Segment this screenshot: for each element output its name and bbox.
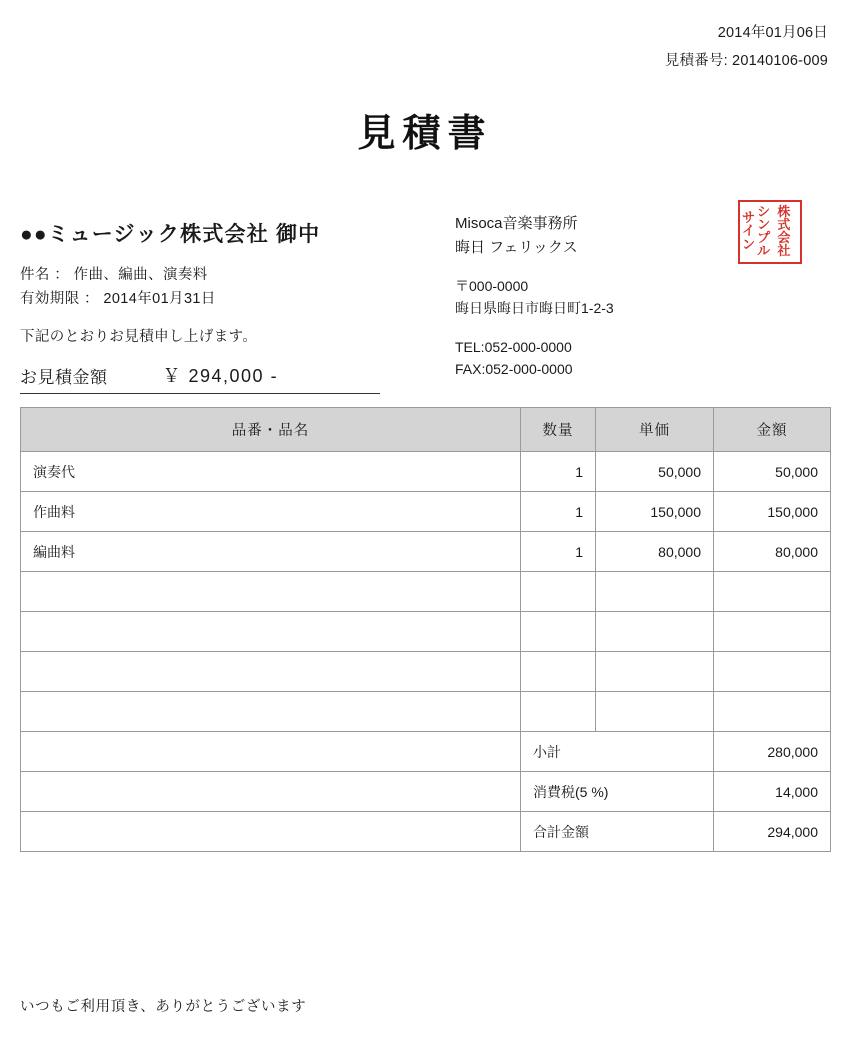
cell-total-value: 294,000 (714, 812, 831, 852)
issuer-fax: FAX:052-000-0000 (455, 361, 573, 378)
header-quantity: 数量 (521, 408, 596, 452)
cell-total-value: 14,000 (714, 772, 831, 812)
header-item-name: 品番・品名 (21, 408, 521, 452)
issuer-person: 晦日 フェリックス (455, 239, 578, 256)
total-amount-row (20, 362, 380, 394)
cell-unit-price: 50,000 (596, 452, 714, 492)
table-row (21, 652, 831, 692)
cell-amount (714, 572, 831, 612)
items-table-body (21, 452, 831, 852)
quote-subject: 件名 ： 作曲、編曲、演奏料 (20, 267, 208, 283)
cell-item-name: 作曲料 (21, 492, 521, 532)
issuer-company: Misoca音楽事務所 (455, 215, 578, 232)
cell-unit-price: 150,000 (596, 492, 714, 532)
cell-unit-price (596, 612, 714, 652)
cell-unit-price (596, 572, 714, 612)
table-row (21, 532, 831, 572)
cell-item-name (21, 612, 521, 652)
seal-column-2: シンプル (757, 204, 771, 260)
cell-item-name (21, 772, 521, 812)
cell-total-value: 280,000 (714, 732, 831, 772)
cell-unit-price (596, 692, 714, 732)
table-row (21, 812, 831, 852)
cell-item-name: 編曲料 (21, 532, 521, 572)
cell-item-name (21, 812, 521, 852)
cell-total-label: 消費税(5 %) (521, 772, 714, 812)
table-row (21, 492, 831, 532)
header-amount: 金額 (714, 408, 831, 452)
header-unit-price: 単価 (596, 408, 714, 452)
company-seal-stamp (738, 200, 802, 264)
cell-amount (714, 692, 831, 732)
intro-text: 下記のとおりお見積申し上げます。 (20, 329, 258, 345)
cell-item-name (21, 692, 521, 732)
cell-amount: 150,000 (714, 492, 831, 532)
table-row (21, 572, 831, 612)
table-row (21, 612, 831, 652)
cell-unit-price: 80,000 (596, 532, 714, 572)
cell-quantity (521, 652, 596, 692)
issuer-block (455, 212, 715, 381)
quote-number: 見積番号: 20140106-009 (664, 52, 828, 69)
total-amount-label: お見積金額 (20, 368, 108, 387)
total-amount-value: ￥ 294,000 - (162, 366, 279, 386)
items-table (20, 407, 831, 852)
issue-date: 2014年01月06日 (717, 25, 828, 41)
cell-quantity (521, 572, 596, 612)
seal-column-1: 株式会社 (777, 204, 791, 260)
issuer-address: 晦日県晦日市晦日町1-2-3 (455, 300, 614, 317)
cell-quantity: 1 (521, 452, 596, 492)
cell-total-label: 合計金額 (521, 812, 714, 852)
cell-amount: 50,000 (714, 452, 831, 492)
customer-block (20, 218, 440, 312)
cell-amount: 80,000 (714, 532, 831, 572)
table-row (21, 772, 831, 812)
customer-name: ●●ミュージック株式会社 御中 (20, 223, 321, 246)
cell-quantity (521, 612, 596, 652)
cell-quantity: 1 (521, 532, 596, 572)
footer-note: いつもご利用頂き、ありがとうございます (20, 999, 307, 1015)
document-meta (665, 20, 828, 75)
quote-valid-until: 有効期限 ： 2014年01月31日 (20, 290, 216, 307)
table-row (21, 452, 831, 492)
cell-amount (714, 612, 831, 652)
cell-item-name (21, 732, 521, 772)
issuer-postal: 〒000-0000 (455, 278, 529, 294)
cell-amount (714, 652, 831, 692)
seal-column-3: サイン (742, 211, 756, 253)
cell-total-label: 小計 (521, 732, 714, 772)
cell-quantity (521, 692, 596, 732)
page-title: 見積書 (357, 113, 493, 155)
table-header-row (21, 408, 831, 452)
cell-quantity: 1 (521, 492, 596, 532)
table-row (21, 692, 831, 732)
cell-item-name (21, 572, 521, 612)
cell-unit-price (596, 652, 714, 692)
cell-item-name: 演奏代 (21, 452, 521, 492)
table-row (21, 732, 831, 772)
issuer-tel: TEL:052-000-0000 (455, 338, 572, 355)
cell-item-name (21, 652, 521, 692)
